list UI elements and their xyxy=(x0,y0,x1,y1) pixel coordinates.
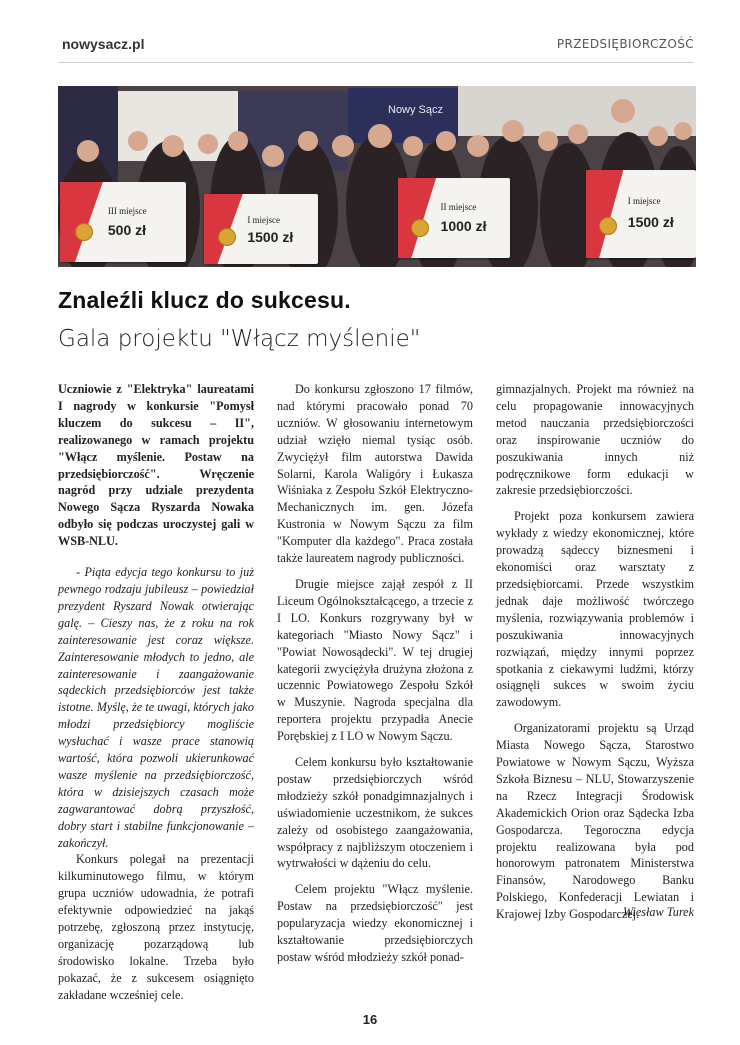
article-lead: Uczniowie z "Elektryka" laureatami I nagrody w konkursie "Pomysł kluczem do sukcesu – II", realizowanego w ramach projektu "Włącz myślenie. Postaw na przedsiębiorczość". Wręczenie nagród przy udziale prezydenta Nowego Sącza Ryszarda Nowaka odbyło się podczas uroczystej gali w WSB-NLU. xyxy=(58,382,254,549)
site-name: nowysacz.pl xyxy=(62,36,145,52)
prize-cheque xyxy=(398,178,510,258)
article-author: Wiesław Turek xyxy=(623,905,694,919)
cheque-place: I miejsce xyxy=(247,215,281,225)
prize-cheque xyxy=(204,194,318,264)
paragraph: Konkurs polegał na prezentacji kilkuminutowego filmu, w którym grupa uczniów udowadnia, że potrafi efektywnie odpowiedzieć na jakąś potrzebę, zgłoszoną przez instytucję, organizację pozarządową lub środowisko lokalne. Trzeba było pokazać, że z sukcesem osiągnięto zakładane wcześniej cele. xyxy=(58,852,254,1002)
prize-cheque xyxy=(60,182,186,262)
section-label: PRZEDSIĘBIORCZOŚĆ xyxy=(556,37,694,51)
seal-icon xyxy=(218,228,236,246)
cheque-stripe xyxy=(398,178,436,258)
seal-icon xyxy=(599,217,617,235)
paragraph: Drugie miejsce zajął zespół z II Liceum Ogólnokształcącego, a trzecie z I LO. Konkurs rozgrywany był w kategoriach "Miasto Nowy Sącz" i "Powiat Nowosądecki". W tej drugiej kategorii zwyciężyła drużyna złożona z uczennic Powiatowego Zespołu Szkół w Muszynie. Nagroda specjalna dla reportera projektu przypadła Anecie Porębskiej z I LO w Nowym Sączu. xyxy=(277,576,473,744)
banner-text: Nowy Sącz xyxy=(388,104,444,116)
cheque-stripe xyxy=(586,170,623,258)
mayor-quote: - Piąta edycja tego konkursu to już pewnego rodzaju jubileusz – powiedział prezydent Ryszard Nowak otwierając galę. – Cieszy nas, że z roku na rok zainteresowanie jest coraz większe. Zainteresowanie młodych to jedno, ale zainteresowanie i zaangażowanie sądeckich przedsiębiorców jest także istotne. Myślę, że te uwagi, których jako młodzi przedsiębiorcy mogliście wysłuchać i wasze prace stanowią wartość, która pozwoli ukierunkować wasze myślenie na przedsiębiorczość, która w dzisiejszych czasach może zagwarantować dobrą przyszłość, dobry start i stabilne funkcjonowanie – zakończył. xyxy=(58,565,254,850)
cheque-stripe xyxy=(60,182,103,262)
seal-icon xyxy=(411,219,429,237)
column-2 xyxy=(277,381,473,966)
column-1 xyxy=(58,381,254,1004)
cheque-place: I miejsce xyxy=(627,196,661,207)
cheque-amount: 1500 zł xyxy=(627,214,674,230)
header-divider xyxy=(58,62,694,63)
paragraph: gimnazjalnych. Projekt ma również na celu propagowanie innowacyjnych metod nauczania przedsiębiorczości oraz inspirowanie uczniów do poszukiwania innych niż podręcznikowe form edukacji w zakresie przedsiębiorczości. xyxy=(496,382,694,498)
prize-cheque xyxy=(586,170,696,258)
article-subtitle: Gala projektu "Włącz myślenie" xyxy=(58,326,421,352)
page-number: 16 xyxy=(362,1012,378,1027)
paragraph: Projekt poza konkursem zawiera wykłady z wiedzy ekonomicznej, które prowadzą sądeccy biznesmeni i ekonomiści oraz warsztaty z przedsiębiorcami. Przede wszystkim jednak daje możliwość twórczego myślenia, rozwiązywania problemów i poszukiwania innowacyjnych rozwiązań, między innymi poprzez spotkania z ciekawymi ludźmi, którzy osiągnęli sukces w swoim życiu zawodowym. xyxy=(496,509,694,710)
paragraph: Organizatorami projektu są Urząd Miasta Nowego Sącza, Starostwo Powiatowe w Nowym Sączu, Wyższa Szkoła Biznesu – NLU, Stowarzyszenie na Rzecz Integracji Środowisk Akademickich Orion oraz Sądecka Izba Gospodarcza. Tegoroczna edycja projektu realizowana była pod honorowym patronatem Ministerstwa Finansów, Narodowego Banku Polskiego, Konfederacji Lewiatan i Krajowej Izby Gospodarczej. xyxy=(496,721,694,922)
column-3 xyxy=(496,381,694,923)
seal-icon xyxy=(75,223,93,241)
gala-photo xyxy=(58,86,696,267)
paragraph: Celem konkursu było kształtowanie postaw przedsiębiorczych wśród młodzieży szkół ponadgimnazjalnych i uświadomienie uczestnikom, że sukces zależy od osobistego zaangażowania, współpracy z najbliższym otoczeniem i wytrwałości w dążeniu do celu. xyxy=(277,755,473,871)
cheque-place: II miejsce xyxy=(440,202,477,212)
cheque-amount: 1000 zł xyxy=(440,218,487,234)
paragraph: Do konkursu zgłoszono 17 filmów, nad którymi pracowało ponad 70 uczniów. W głosowaniu internetowym udział wzięło niemal tysiąc osób. Zwyciężył film autorstwa Dawida Solarni, Karola Waligóry i Łukasza Wiśniaka z Zespołu Szkół Elektryczno-Mechanicznych im. gen. Józefa Kustronia w Nowym Sączu za film "Komputer dla każdego". Praca została także laureatem nagrody publiczności. xyxy=(277,382,473,566)
paragraph: Celem projektu "Włącz myślenie. Postaw na przedsiębiorczość" jest popularyzacja wiedzy ekonomicznej i kształtowanie przedsiębiorczych postaw wśród młodzieży szkół ponad- xyxy=(277,882,473,964)
cheque-amount: 1500 zł xyxy=(247,229,294,245)
cheque-place: III miejsce xyxy=(107,206,147,216)
article-title: Znaleźli klucz do sukcesu. xyxy=(58,287,351,313)
cheque-amount: 500 zł xyxy=(107,222,147,238)
